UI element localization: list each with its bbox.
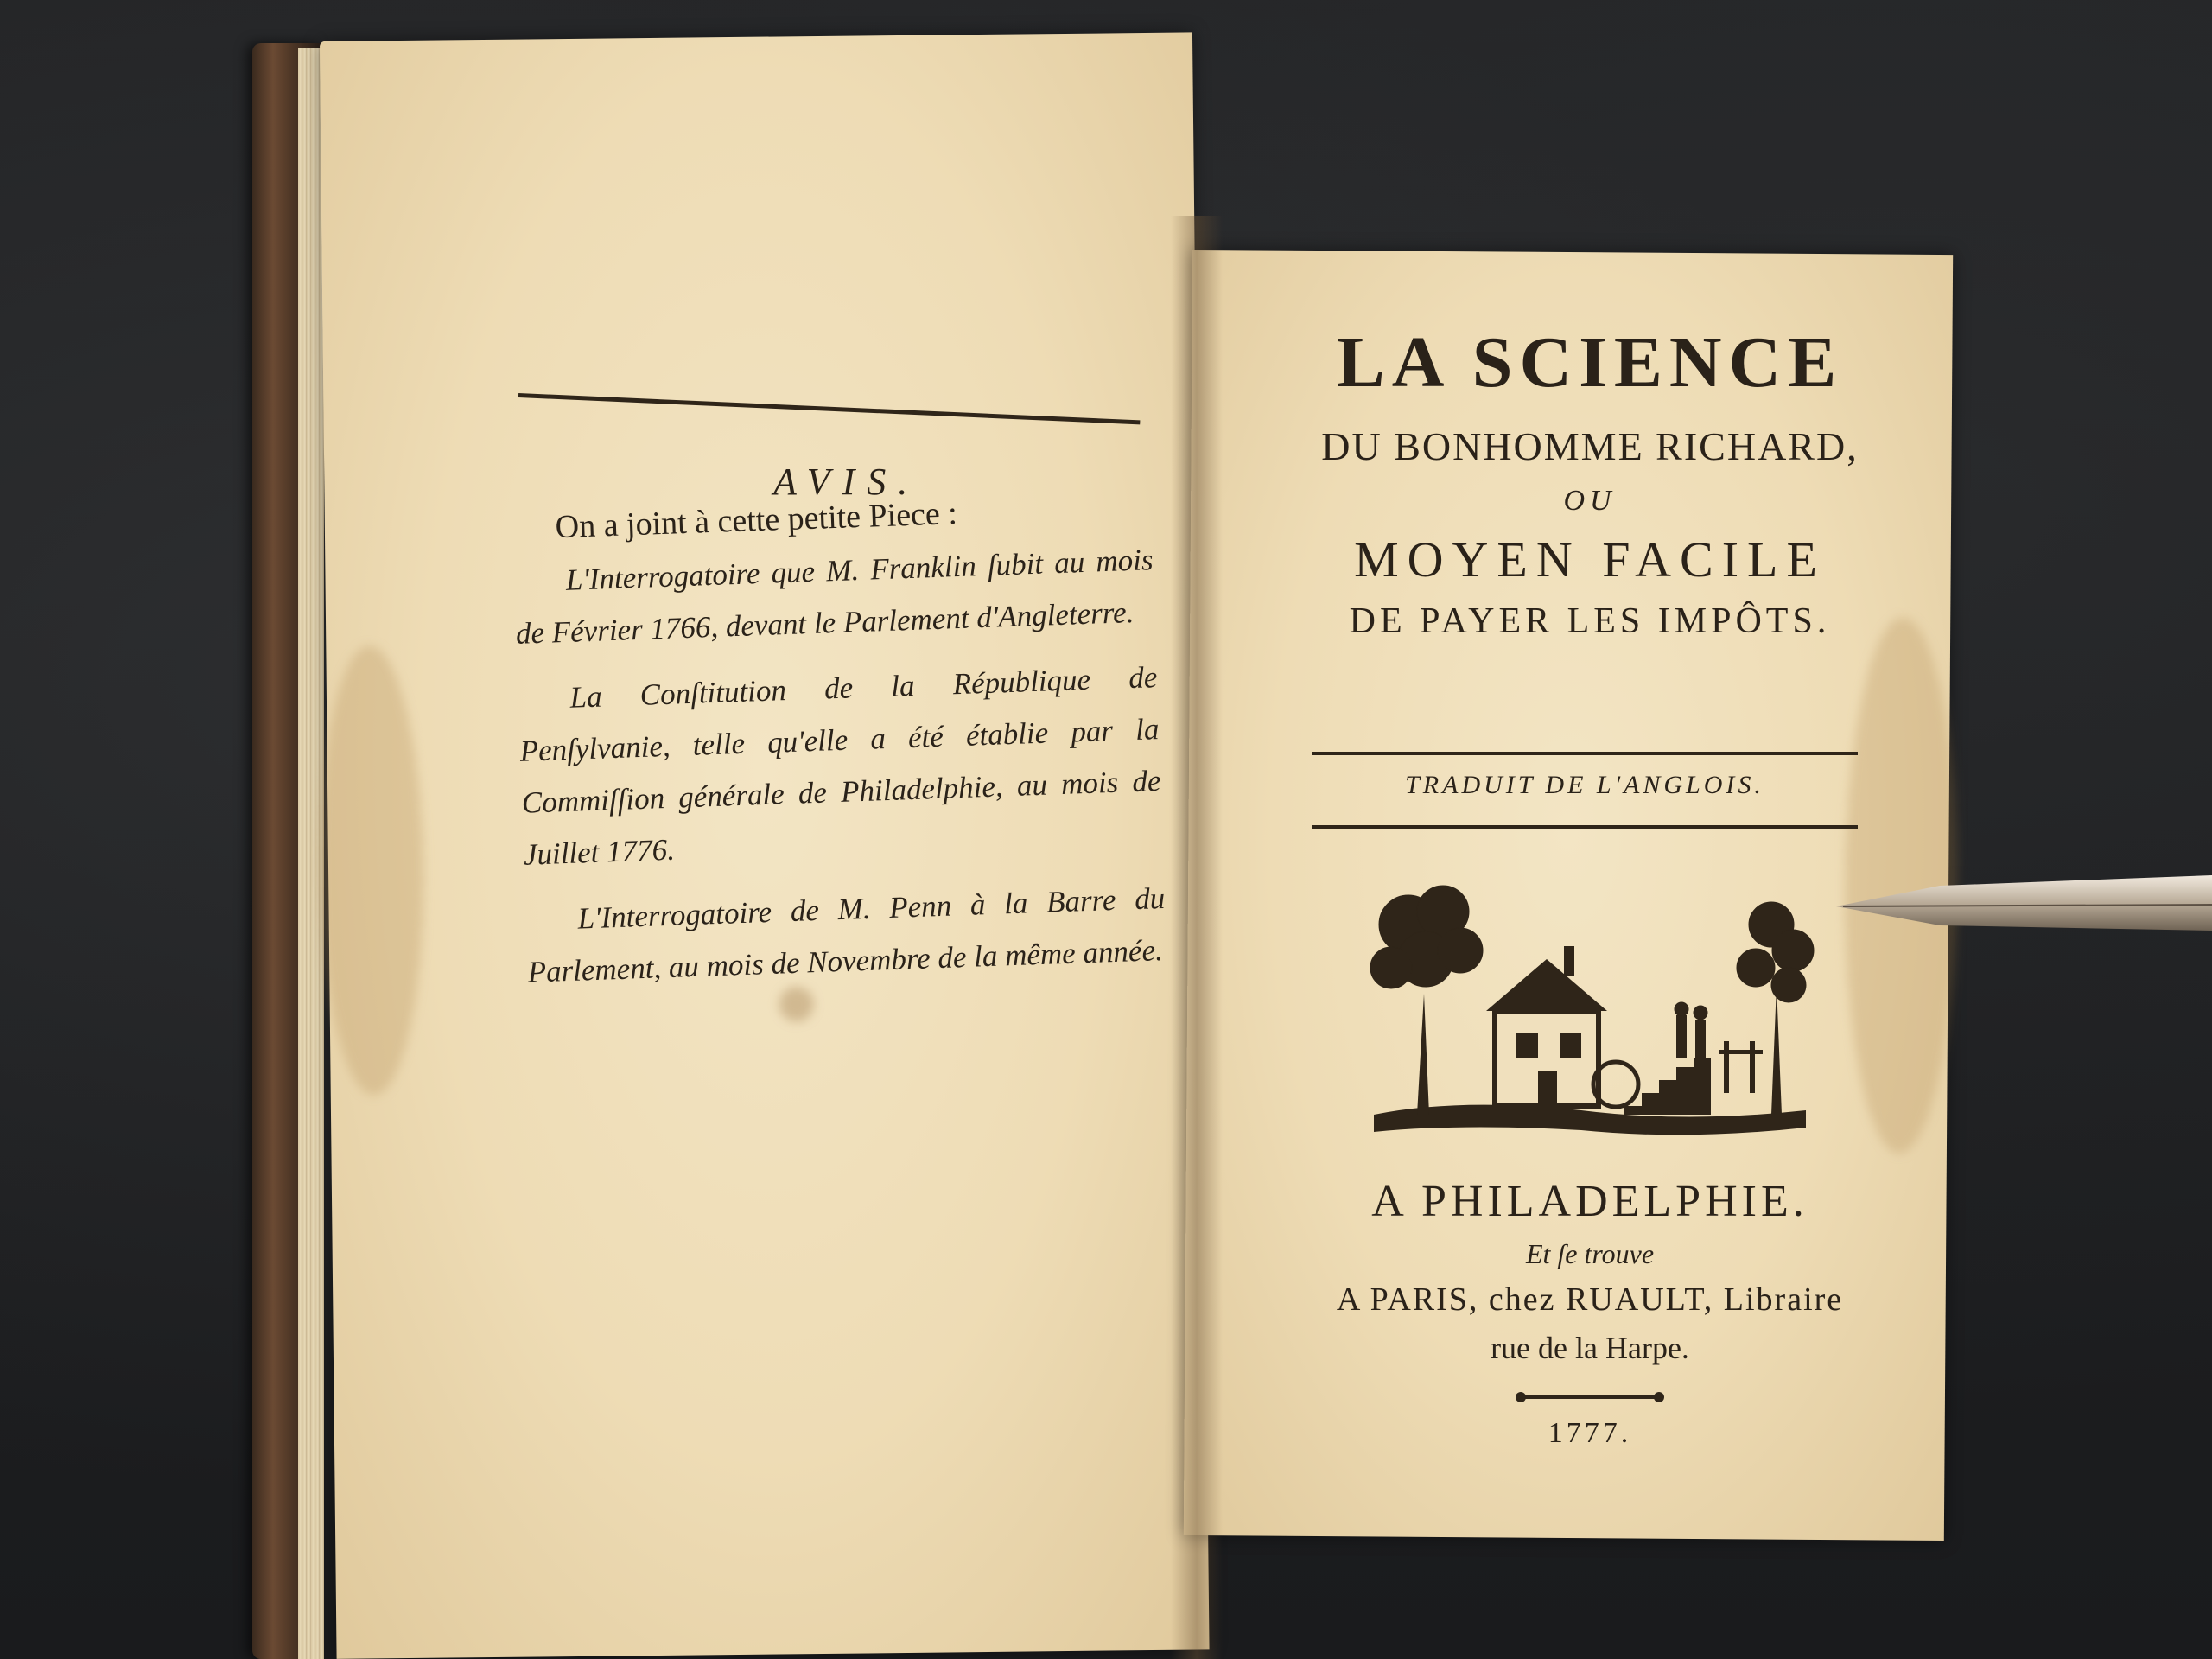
imprint-city: A PHILADELPHIE. xyxy=(1371,1177,1808,1226)
imprint-note: Et ſe trouve xyxy=(1525,1238,1655,1269)
imprint-block xyxy=(1270,1171,1910,1456)
water-stain xyxy=(317,645,425,1096)
title-rule xyxy=(1312,825,1858,829)
title-line: LA SCIENCE xyxy=(1336,322,1844,403)
avis-body xyxy=(512,487,1168,1012)
woodcut-illustration xyxy=(1357,864,1823,1149)
avis-entry: L'Interrogatoire de M. Penn à la Barre du Parlement, au mois de Novembre de la même année. xyxy=(527,880,1166,989)
imprint-publisher: A PARIS, chez RUAULT, Libraire xyxy=(1336,1281,1844,1318)
ornament-rule xyxy=(1512,1387,1668,1408)
paper-knife xyxy=(1836,868,2212,938)
publication-year: 1777. xyxy=(1548,1417,1632,1449)
title-rule xyxy=(1312,752,1858,755)
imprint-street: rue de la Harpe. xyxy=(1491,1331,1689,1365)
book-gutter xyxy=(1171,216,1223,1659)
title-line: MOYEN FACILE xyxy=(1354,531,1826,588)
title-block xyxy=(1270,320,1910,648)
translated-note: TRADUIT DE L'ANGLOIS. xyxy=(1405,771,1764,799)
title-line: DU BONHOMME RICHARD, xyxy=(1321,424,1859,468)
avis-heading: AVIS. xyxy=(773,461,920,503)
avis-entry: L'Interrogatoire que M. Franklin ſubit au mois de Février 1766, devant le Parlement d'Angleterre. xyxy=(515,543,1154,651)
title-line: OU xyxy=(1563,485,1617,517)
avis-intro: On a joint à cette petite Piece : xyxy=(555,495,958,546)
title-line: DE PAYER LES IMPÔTS. xyxy=(1349,601,1831,641)
avis-entry: La Conſtitution de la République de Penſylvanie, telle qu'elle a été établie par la Commiſſion générale de Philadelphie, au mois de Juillet 1776. xyxy=(519,660,1162,872)
